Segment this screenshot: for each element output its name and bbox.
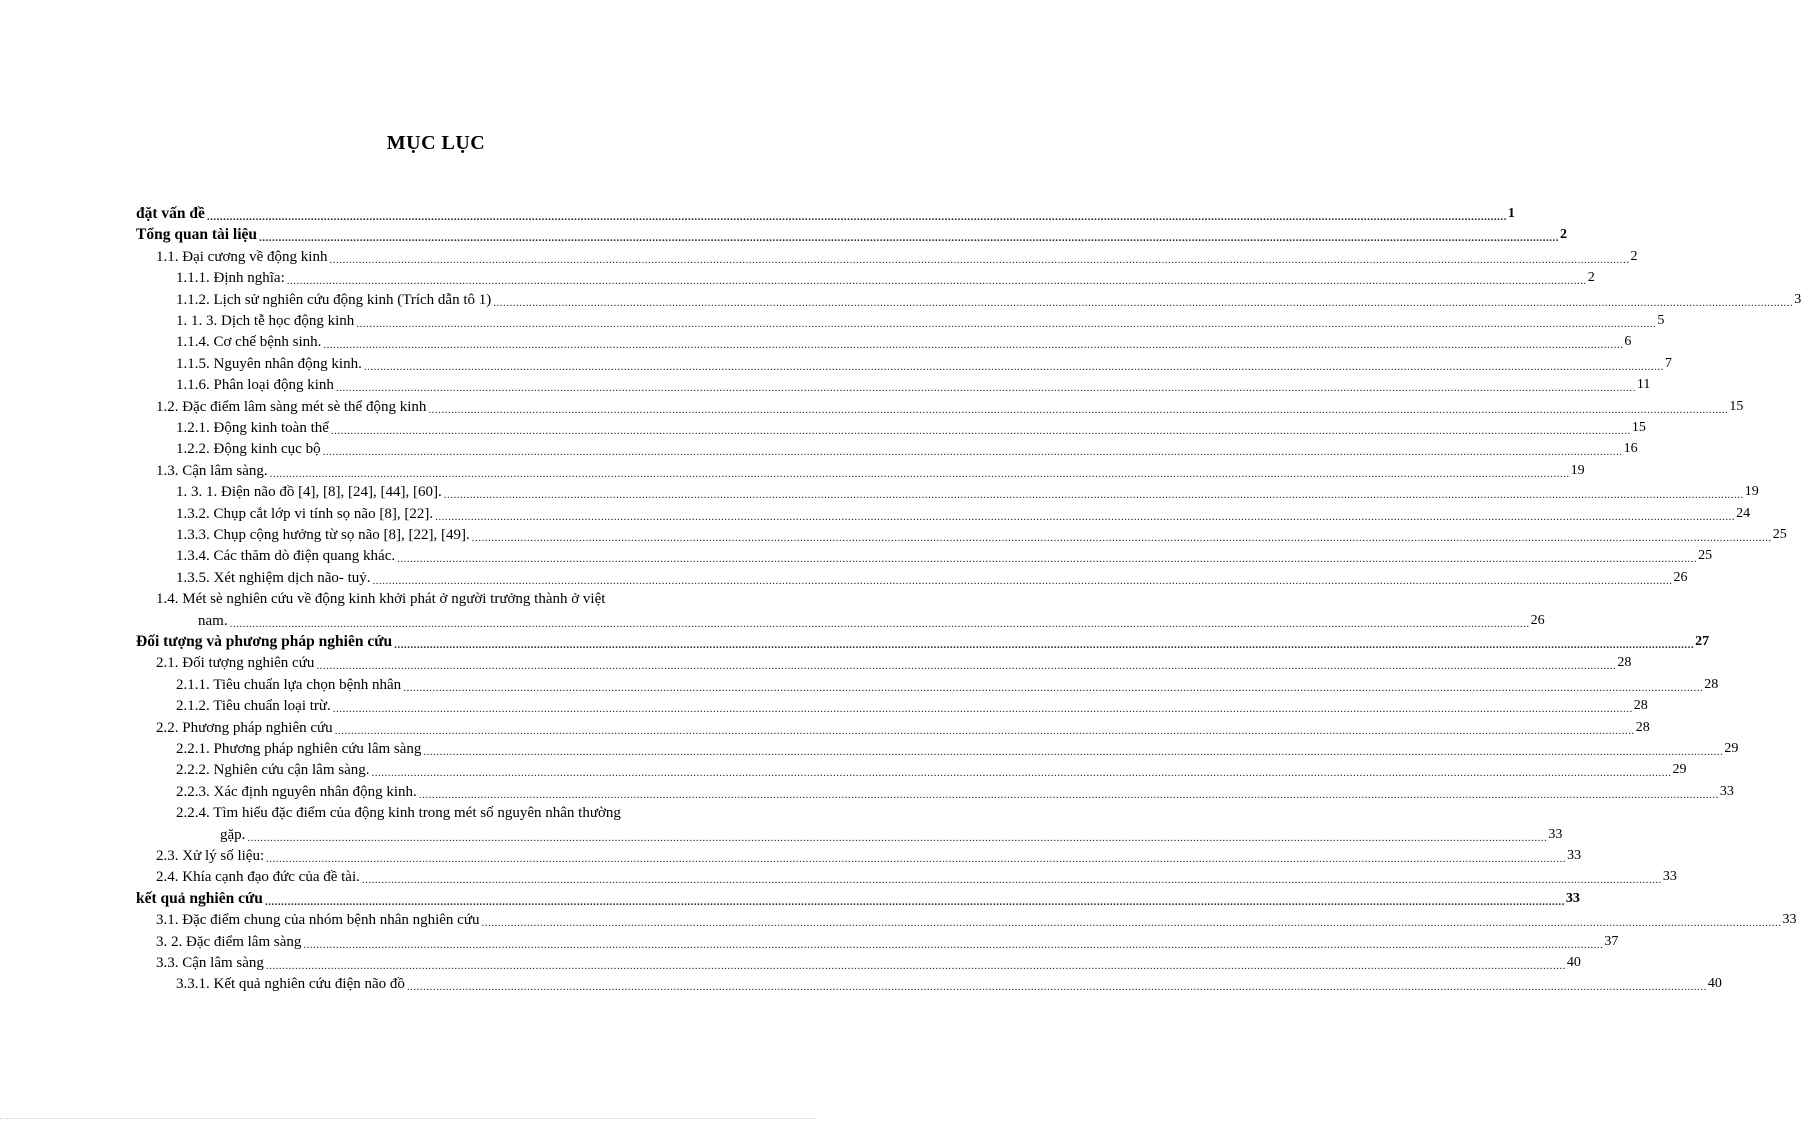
toc-entry[interactable] [176,760,1687,780]
toc-page-number: 28 [1617,655,1632,670]
toc-leader-dots: ................................................................................................................................................................................................................................................................................................................................................................................................................ [332,703,1633,715]
toc-entry-label: 3.3.1. Kết quả nghiên cứu điện não đồ [176,976,405,992]
toc-leader-dots: ................................................................................................................................................................................................................................................................................................................................................................................................................ [322,446,1623,458]
toc-leader-dots: ................................................................................................................................................................................................................................................................................................................................................................................................................ [247,832,1548,844]
toc-entry-label: đặt vấn đề [136,205,205,222]
toc-entry-label: 1.3.3. Chụp cộng hưởng từ sọ não [8], [22], [49]. [176,527,470,543]
toc-leader-dots: ................................................................................................................................................................................................................................................................................................................................................................................................................ [423,746,1724,758]
toc-entry-label: 1.2.2. Động kinh cục bộ [176,441,321,457]
toc-leader-dots: ................................................................................................................................................................................................................................................................................................................................................................................................................ [206,211,1507,223]
toc-leader-dots: ................................................................................................................................................................................................................................................................................................................................................................................................................ [443,489,1744,501]
toc-entry[interactable] [136,889,1580,909]
toc-entry[interactable] [156,397,1744,417]
toc-page-number: 33 [1565,891,1580,906]
toc-entry[interactable] [156,867,1677,887]
toc-entry-label: 2.2.1. Phương pháp nghiên cứu lâm sàng [176,741,422,757]
toc-leader-dots: ................................................................................................................................................................................................................................................................................................................................................................................................................ [286,275,1587,287]
toc-leader-dots: ................................................................................................................................................................................................................................................................................................................................................................................................................ [397,553,1698,565]
toc-entry[interactable] [176,482,1759,502]
toc-entry[interactable] [156,247,1638,267]
toc-leader-dots: ................................................................................................................................................................................................................................................................................................................................................................................................................ [259,232,1560,244]
toc-entry-label: 2.2.4. Tìm hiểu đặc điểm của động kinh trong mét số nguyên nhân thường [176,805,621,821]
toc-leader-dots: ................................................................................................................................................................................................................................................................................................................................................................................................................ [303,939,1604,951]
toc-entry-label-continuation: gặp. [220,827,246,843]
toc-entry-label: 2.2. Phương pháp nghiên cứu [156,720,333,736]
toc-page-number: 28 [1633,698,1648,713]
toc-leader-dots: ................................................................................................................................................................................................................................................................................................................................................................................................................ [264,896,1565,908]
toc-page-number: 29 [1672,762,1687,777]
toc-leader-dots: ................................................................................................................................................................................................................................................................................................................................................................................................................ [471,532,1772,544]
toc-entry[interactable] [176,739,1739,759]
toc-entry-label: Tổng quan tài liệu [136,226,258,243]
toc-entry[interactable] [176,290,1801,310]
toc-entry[interactable] [156,461,1585,481]
toc-entry-continuation[interactable] [198,611,1545,631]
toc-leader-dots: ................................................................................................................................................................................................................................................................................................................................................................................................................ [481,917,1782,929]
toc-page-number: 5 [1657,313,1665,328]
toc-entry-label: Đối tượng và phương pháp nghiên cứu [136,633,393,650]
toc-page-number: 1 [1507,206,1515,221]
toc-entry-label: 1. 1. 3. Dịch tễ học động kinh [176,313,355,329]
toc-entry-label: 2.2.2. Nghiên cứu cận lâm sàng. [176,762,370,778]
toc-leader-dots: ................................................................................................................................................................................................................................................................................................................................................................................................................ [394,639,1695,651]
toc-entry-label: 2.1.1. Tiêu chuẩn lựa chọn bệnh nhân [176,677,402,693]
toc-leader-dots: ................................................................................................................................................................................................................................................................................................................................................................................................................ [418,789,1719,801]
toc-entry-label: 1. 3. 1. Điện não đồ [4], [8], [24], [44], [60]. [176,484,442,500]
toc-page-number: 28 [1635,720,1650,735]
toc-leader-dots: ................................................................................................................................................................................................................................................................................................................................................................................................................ [406,981,1707,993]
toc-entry[interactable] [176,782,1734,802]
toc-leader-dots: ................................................................................................................................................................................................................................................................................................................................................................................................................ [330,425,1631,437]
toc-entry[interactable] [176,546,1713,566]
toc-page-number: 27 [1695,634,1710,649]
toc-entry-label: 2.1. Đối tượng nghiên cứu [156,655,315,671]
toc-entry[interactable] [176,525,1787,545]
toc-entry-label: 1.3.2. Chụp cắt lớp vi tính sọ não [8], [22]. [176,506,434,522]
toc-entry-label: 2.4. Khía cạnh đạo đức của đề tài. [156,869,360,885]
toc-leader-dots: ................................................................................................................................................................................................................................................................................................................................................................................................................ [372,575,1673,587]
toc-entry[interactable] [176,675,1719,695]
toc-page-number: 7 [1664,356,1672,371]
toc-entry-label-continuation: nam. [198,613,228,629]
toc-entry[interactable] [176,268,1595,288]
toc-entry[interactable] [176,439,1638,459]
toc-entry[interactable] [176,332,1632,352]
toc-page-number: 25 [1698,548,1713,563]
toc-page-number: 19 [1570,463,1585,478]
toc-entry[interactable] [176,418,1646,438]
toc-leader-dots: ................................................................................................................................................................................................................................................................................................................................................................................................................ [428,404,1729,416]
toc-entry[interactable] [176,696,1648,716]
toc-page-number: 29 [1724,741,1739,756]
toc-leader-dots: ................................................................................................................................................................................................................................................................................................................................................................................................................ [329,254,1630,266]
toc-page-number: 24 [1736,506,1751,521]
page-title: MỤC LỤC [386,132,486,154]
toc-page-number: 2 [1560,227,1568,242]
toc-page-number: 26 [1530,613,1545,628]
toc-entry-label: 1.1.2. Lịch sử nghiên cứu động kinh (Trích dẫn tô 1) [176,292,492,308]
toc-entry-label: 1.1.4. Cơ chế bệnh sinh. [176,334,322,350]
toc-leader-dots: ................................................................................................................................................................................................................................................................................................................................................................................................................ [334,725,1635,737]
toc-entry[interactable] [176,354,1672,374]
toc-page-number: 6 [1624,334,1632,349]
toc-entry-label: 2.1.2. Tiêu chuẩn loại trừ. [176,698,331,714]
toc-page-number: 33 [1719,784,1734,799]
toc-page-number: 37 [1604,934,1619,949]
toc-page-number: 40 [1707,976,1722,991]
toc-leader-dots: ................................................................................................................................................................................................................................................................................................................................................................................................................ [356,318,1657,330]
toc-entry[interactable] [156,846,1582,866]
toc-page-number: 19 [1744,484,1759,499]
toc-entry[interactable] [176,803,623,823]
toc-entry[interactable] [156,932,1619,952]
toc-page-number: 2 [1630,249,1638,264]
toc-entry[interactable] [176,375,1651,395]
toc-page-number: 33 [1662,869,1677,884]
toc-leader-dots: ................................................................................................................................................................................................................................................................................................................................................................................................................ [269,468,1570,480]
toc-entry-label: 2.3. Xử lý số liệu: [156,848,265,864]
toc-page-number: 15 [1729,399,1744,414]
toc-leader-dots: ................................................................................................................................................................................................................................................................................................................................................................................................................ [266,853,1567,865]
toc-entry[interactable] [176,311,1665,331]
toc-entry-label: 1.1. Đại cương về động kinh [156,249,328,265]
toc-page-number: 33 [1548,827,1563,842]
toc-entry[interactable] [156,910,1797,930]
toc-page-number: 16 [1623,441,1638,456]
toc-entry[interactable] [176,504,1751,524]
toc-entry[interactable] [156,589,607,609]
toc-page-number: 33 [1567,848,1582,863]
toc-page-number: 2 [1587,270,1595,285]
toc-entry[interactable] [136,225,1568,245]
toc-page-number: 25 [1772,527,1787,542]
toc-page-number: 33 [1782,912,1797,927]
toc-entry-label: 3.3. Cận lâm sàng [156,955,264,971]
toc-entry-label: 1.1.5. Nguyên nhân động kinh. [176,356,362,372]
toc-entry[interactable] [156,718,1650,738]
toc-leader-dots: ................................................................................................................................................................................................................................................................................................................................................................................................................ [361,874,1662,886]
toc-entry-label: 1.2. Đặc điểm lâm sàng mét sè thể động kinh [156,399,427,415]
toc-entry-label: 1.1.1. Định nghĩa: [176,270,285,286]
toc-entry-label: 1.4. Mét sè nghiên cứu về động kinh khởi phát ở người trưởng thành ở việt [156,591,606,607]
page-bottom-divider [0,1118,816,1120]
toc-page-number: 26 [1673,570,1688,585]
toc-leader-dots: ................................................................................................................................................................................................................................................................................................................................................................................................................ [265,960,1566,972]
toc-leader-dots: ................................................................................................................................................................................................................................................................................................................................................................................................................ [229,618,1530,630]
toc-entry-label: 1.3.5. Xét nghiệm dịch não- tuỷ. [176,570,371,586]
toc-leader-dots: ................................................................................................................................................................................................................................................................................................................................................................................................................ [493,297,1794,309]
toc-entry-label: 3. 2. Đặc điểm lâm sàng [156,934,302,950]
toc-entry[interactable] [156,653,1632,673]
toc-page-number: 11 [1636,377,1651,392]
toc-leader-dots: ................................................................................................................................................................................................................................................................................................................................................................................................................ [335,382,1636,394]
toc-entry-label: 1.3. Cận lâm sàng. [156,463,268,479]
toc-entry[interactable] [176,974,1722,994]
toc-entry-label: 1.1.6. Phân loại động kinh [176,377,334,393]
toc-entry-label: 3.1. Đặc điểm chung của nhóm bệnh nhân nghiên cứu [156,912,480,928]
toc-entry[interactable] [136,204,1515,224]
toc-entry-label: kết quả nghiên cứu [136,890,263,907]
toc-entry-label: 1.2.1. Động kinh toàn thể [176,420,329,436]
toc-leader-dots: ................................................................................................................................................................................................................................................................................................................................................................................................................ [371,767,1672,779]
toc-leader-dots: ................................................................................................................................................................................................................................................................................................................................................................................................................ [435,511,1736,523]
toc-entry[interactable] [136,632,1710,652]
toc-leader-dots: ................................................................................................................................................................................................................................................................................................................................................................................................................ [363,361,1664,373]
toc-entry-continuation[interactable] [220,825,1563,845]
toc-page-number: 28 [1704,677,1719,692]
toc-entry[interactable] [156,953,1581,973]
toc-page-number: 40 [1566,955,1581,970]
toc-entry[interactable] [176,568,1688,588]
toc-leader-dots: ................................................................................................................................................................................................................................................................................................................................................................................................................ [403,682,1704,694]
toc-leader-dots: ................................................................................................................................................................................................................................................................................................................................................................................................................ [323,339,1624,351]
toc-page-number: 3 [1794,292,1801,307]
toc-leader-dots: ................................................................................................................................................................................................................................................................................................................................................................................................................ [316,660,1617,672]
toc-entry-label: 1.3.4. Các thăm dò điện quang khác. [176,548,396,564]
toc-page-number: 15 [1631,420,1646,435]
toc-entry-label: 2.2.3. Xác định nguyên nhân động kinh. [176,784,417,800]
